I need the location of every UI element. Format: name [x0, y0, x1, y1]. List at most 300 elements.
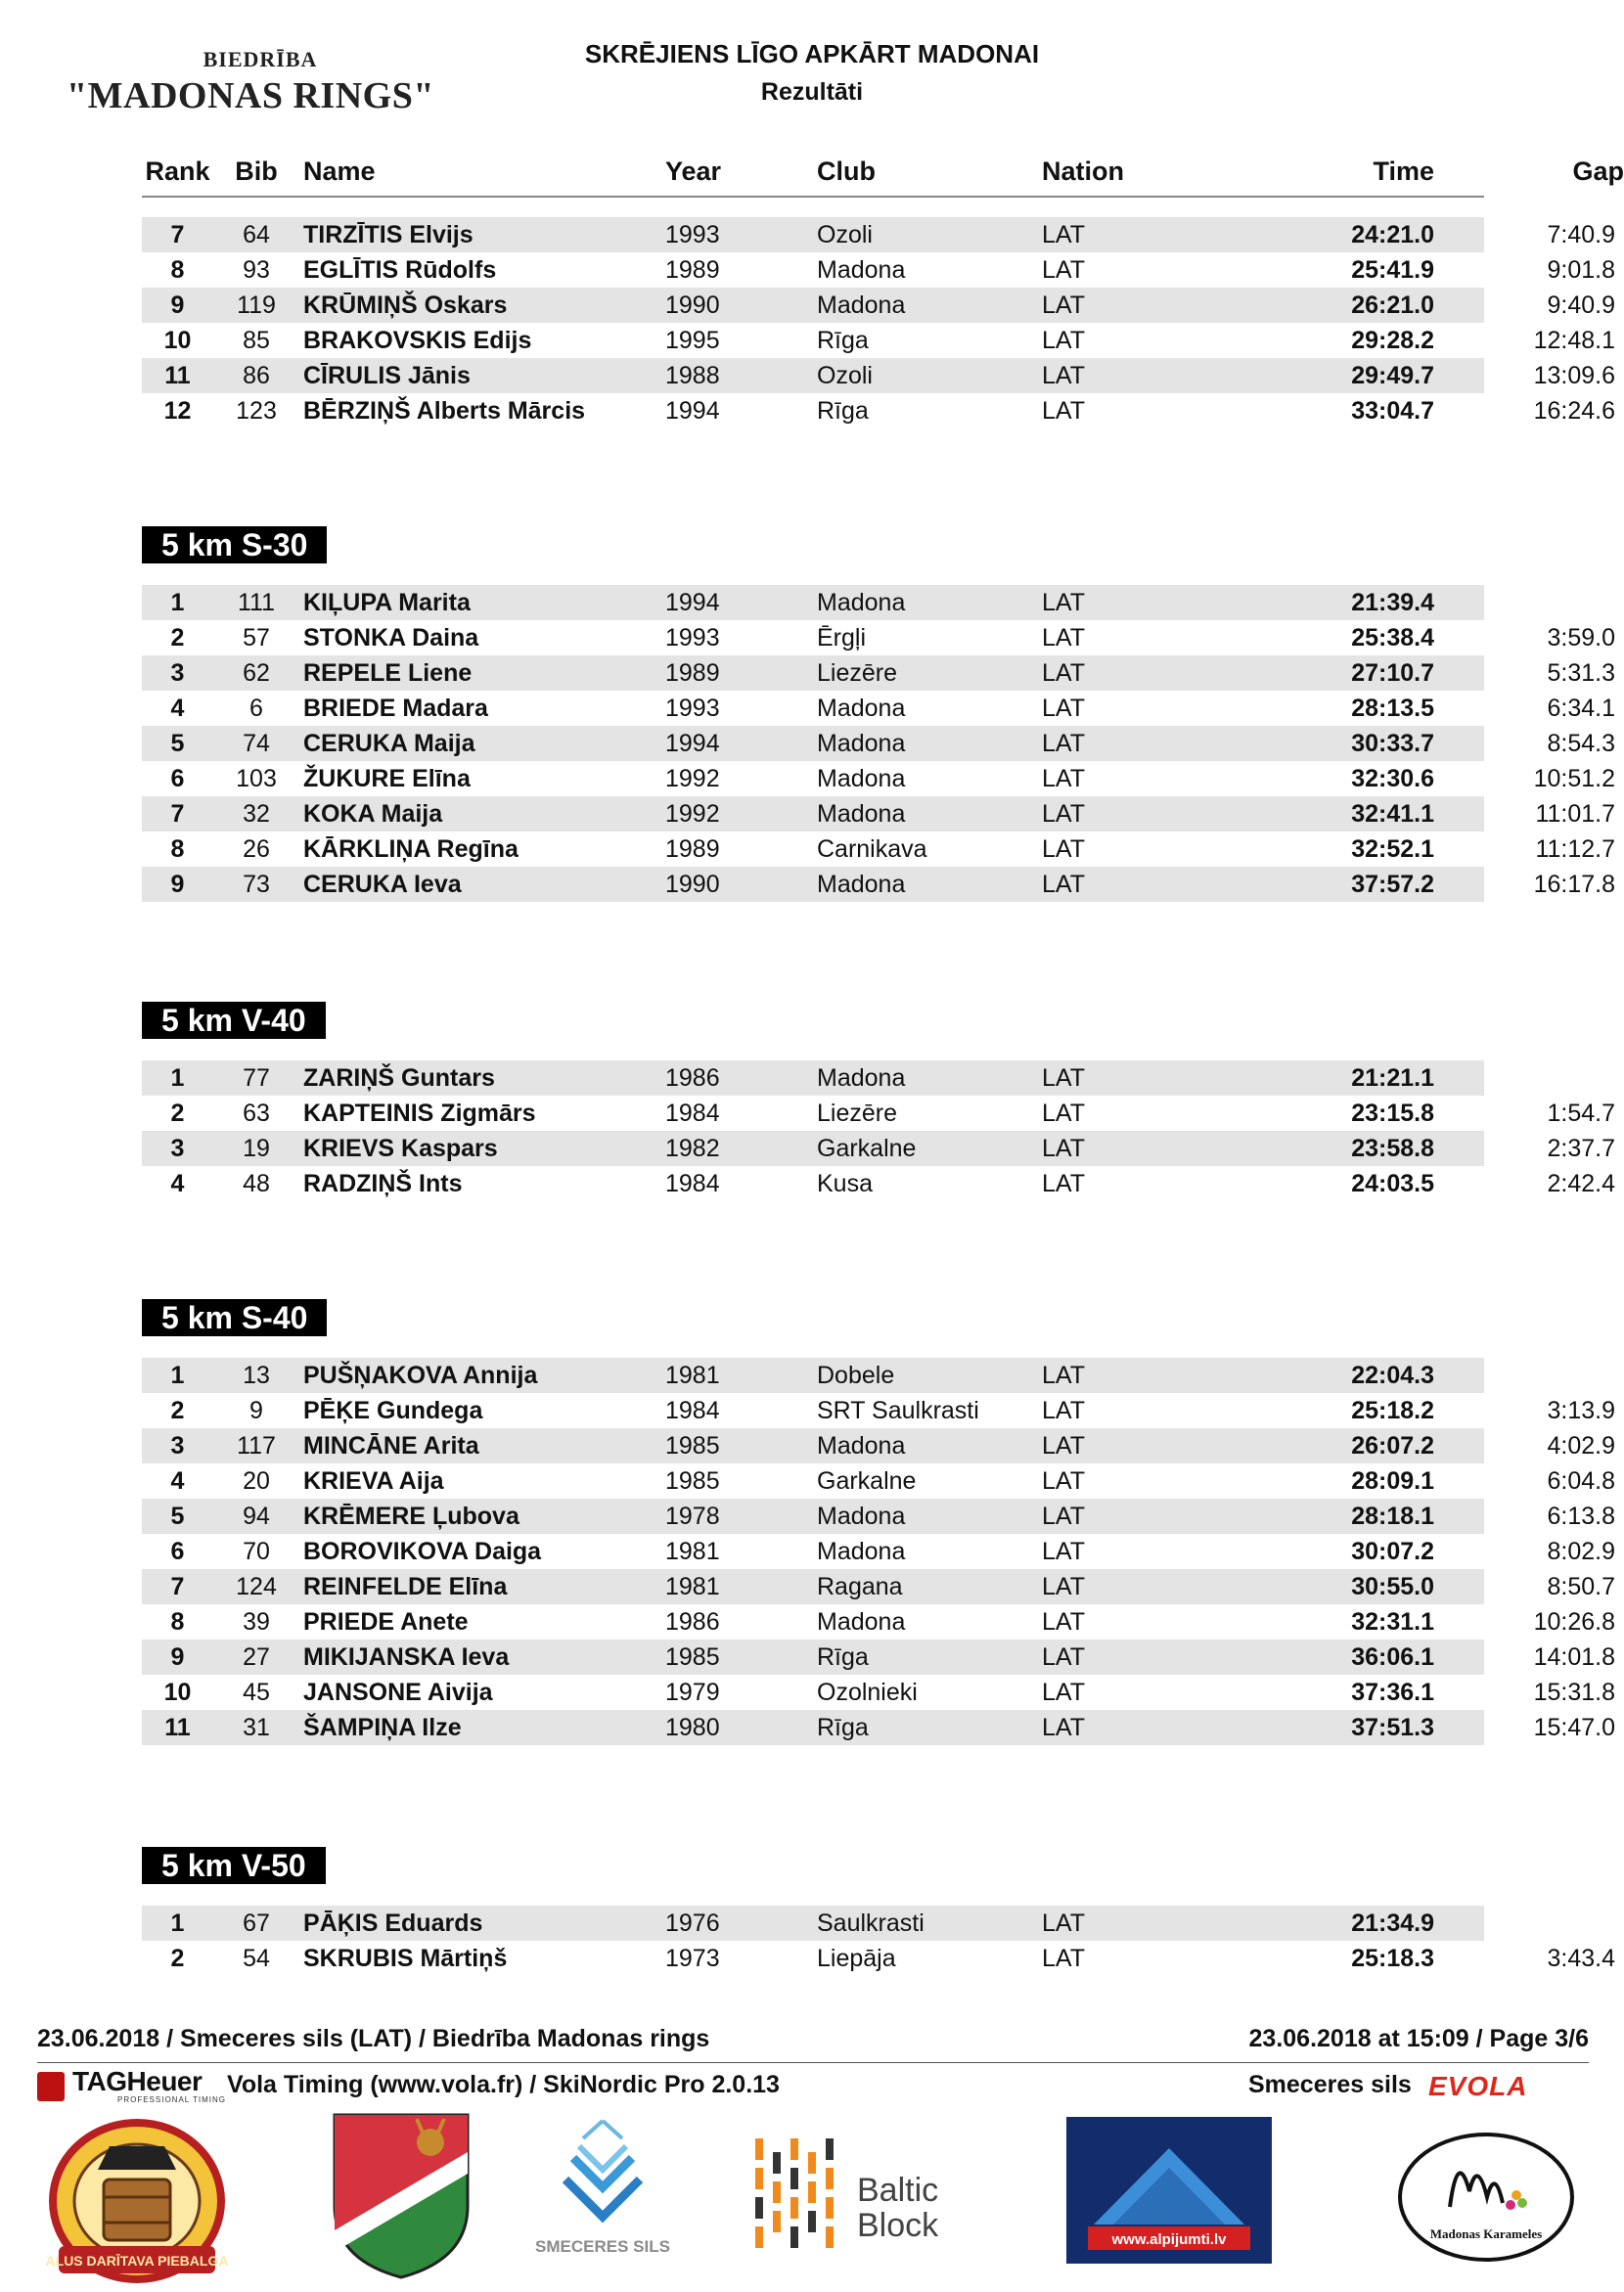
club-cell: Liepāja [817, 1945, 896, 1972]
bib-cell: 62 [243, 659, 270, 687]
athlete-name: REINFELDE Elīna [303, 1573, 508, 1600]
gap-cell: 16:17.8 [1533, 871, 1615, 898]
club-cell: Rīga [817, 1643, 869, 1671]
club-cell: Ozoli [817, 362, 873, 389]
gap-cell: 2:42.4 [1547, 1170, 1615, 1197]
result-row [142, 655, 1615, 691]
result-row [142, 1499, 1615, 1534]
col-name: Name [303, 157, 376, 186]
category-heading: 5 km V-40 [142, 1002, 326, 1039]
birth-year: 1984 [665, 1100, 720, 1127]
birth-year: 1973 [665, 1945, 720, 1972]
athlete-name: ŽUKURE Elīna [303, 765, 471, 792]
club-cell: Carnikava [817, 835, 927, 863]
gap-cell: 8:02.9 [1547, 1538, 1615, 1565]
results-table-header [142, 157, 1624, 198]
club-cell: Liezēre [817, 1100, 897, 1127]
bib-cell: 67 [243, 1910, 270, 1937]
bib-cell: 77 [243, 1064, 270, 1092]
athlete-name: JANSONE Aivija [303, 1679, 493, 1706]
club-cell: Madona [817, 800, 906, 828]
time-cell: 26:21.0 [1351, 292, 1434, 319]
athlete-name: KRŪMIŅŠ Oskars [303, 292, 508, 319]
time-cell: 23:15.8 [1351, 1100, 1434, 1127]
bib-cell: 70 [243, 1538, 270, 1565]
nation-cell: LAT [1042, 397, 1085, 425]
col-year: Year [665, 157, 722, 186]
event-subtitle: Rezultāti [760, 78, 864, 106]
bib-cell: 93 [243, 256, 270, 284]
nation-cell: LAT [1042, 1643, 1085, 1671]
footer-divider [37, 2062, 1589, 2063]
nation-cell: LAT [1042, 765, 1085, 792]
gap-cell: 7:40.9 [1547, 221, 1615, 248]
rank-cell: 4 [170, 1467, 185, 1495]
gap-cell: 9:01.8 [1547, 256, 1615, 284]
rank-cell: 7 [170, 221, 185, 248]
gap-cell: 8:54.3 [1547, 730, 1615, 757]
club-cell: Rīga [817, 1714, 869, 1741]
athlete-name: ŠAMPIŅA Ilze [303, 1714, 462, 1741]
result-row [142, 323, 1615, 358]
time-cell: 21:39.4 [1351, 589, 1434, 616]
alus-label: ALUS DARĪTAVA PIEBALGA [45, 2253, 229, 2269]
bib-cell: 31 [243, 1714, 270, 1741]
birth-year: 1989 [665, 256, 720, 284]
nation-cell: LAT [1042, 1679, 1085, 1706]
bib-cell: 39 [243, 1608, 270, 1636]
col-rank: Rank [145, 157, 210, 186]
bib-cell: 74 [243, 730, 270, 757]
club-cell: Saulkrasti [817, 1910, 925, 1937]
time-cell: 32:31.1 [1351, 1608, 1434, 1636]
birth-year: 1981 [665, 1538, 720, 1565]
result-row [142, 1710, 1615, 1745]
club-cell: Madona [817, 1503, 906, 1530]
nation-cell: LAT [1042, 659, 1085, 687]
tag-heuer-shield-icon [37, 2072, 65, 2101]
result-row [142, 1166, 1615, 1201]
birth-year: 1986 [665, 1608, 720, 1636]
result-row [142, 585, 1484, 620]
birth-year: 1989 [665, 659, 720, 687]
birth-year: 1992 [665, 800, 720, 828]
gap-cell: 2:37.7 [1547, 1135, 1615, 1162]
gap-cell: 15:47.0 [1533, 1714, 1615, 1741]
rank-cell: 4 [170, 695, 185, 722]
birth-year: 1981 [665, 1362, 720, 1389]
footer-event-info: 23.06.2018 / Smeceres sils (LAT) / Biedrība Madonas rings [37, 2025, 710, 2052]
organizer-logo [35, 47, 466, 117]
nation-cell: LAT [1042, 871, 1085, 898]
nation-cell: LAT [1042, 1064, 1085, 1092]
gap-cell: 10:51.2 [1533, 765, 1615, 792]
nation-cell: LAT [1042, 1538, 1085, 1565]
birth-year: 1985 [665, 1467, 720, 1495]
bib-cell: 19 [243, 1135, 270, 1162]
birth-year: 1994 [665, 730, 720, 757]
nation-cell: LAT [1042, 1397, 1085, 1424]
bib-cell: 32 [243, 800, 270, 828]
rank-cell: 9 [170, 871, 185, 898]
gap-cell: 11:01.7 [1535, 800, 1615, 828]
sponsor-baltic-block [753, 2133, 969, 2260]
athlete-name: KRIEVS Kaspars [303, 1135, 498, 1162]
result-row [142, 1675, 1615, 1710]
baltic-word-2: Block [857, 2207, 939, 2244]
category-heading: 5 km S-30 [142, 526, 327, 563]
club-cell: Madona [817, 589, 906, 616]
event-title: SKRĒJIENS LĪGO APKĀRT MADONAI [584, 39, 1040, 68]
birth-year: 1993 [665, 695, 720, 722]
rank-cell: 9 [170, 1643, 185, 1671]
result-row [142, 217, 1615, 252]
birth-year: 1989 [665, 835, 720, 863]
category-heading: 5 km V-50 [142, 1847, 326, 1884]
bib-cell: 45 [243, 1679, 270, 1706]
rank-cell: 5 [170, 730, 185, 757]
baltic-word-1: Baltic [857, 2172, 939, 2209]
rank-cell: 1 [170, 589, 185, 616]
footer-timing: Vola Timing (www.vola.fr) / SkiNordic Pro 2.0.13 [227, 2071, 780, 2098]
result-row [142, 867, 1615, 902]
athlete-name: SKRUBIS Mārtiņš [303, 1945, 508, 1972]
bib-cell: 63 [243, 1100, 270, 1127]
result-row [142, 796, 1615, 831]
sponsor-madonas-karameles [1393, 2129, 1579, 2266]
club-cell: Rīga [817, 327, 869, 354]
club-cell: Kusa [817, 1170, 873, 1197]
nation-cell: LAT [1042, 835, 1085, 863]
rank-cell: 8 [170, 835, 185, 863]
gap-cell: 1:54.7 [1547, 1100, 1615, 1127]
bib-cell: 94 [243, 1503, 270, 1530]
rank-cell: 7 [170, 800, 185, 828]
rank-cell: 10 [163, 1679, 192, 1706]
athlete-name: KAPTEINIS Zigmārs [303, 1100, 536, 1127]
result-row [142, 1393, 1615, 1428]
athlete-name: CĪRULIS Jānis [303, 362, 471, 389]
birth-year: 1994 [665, 397, 720, 425]
result-row [142, 1060, 1484, 1096]
time-cell: 37:51.3 [1351, 1714, 1434, 1741]
result-row [142, 1428, 1615, 1463]
time-cell: 30:55.0 [1351, 1573, 1434, 1600]
athlete-name: BĒRZIŅŠ Alberts Mārcis [303, 397, 586, 425]
nation-cell: LAT [1042, 800, 1085, 828]
time-cell: 29:49.7 [1351, 362, 1434, 389]
bib-cell: 111 [237, 589, 275, 616]
birth-year: 1995 [665, 327, 720, 354]
bib-cell: 57 [243, 624, 270, 652]
time-cell: 33:04.7 [1351, 397, 1434, 425]
sponsor-smeceres-sils [535, 2115, 670, 2281]
birth-year: 1993 [665, 624, 720, 652]
sponsor-alpijumti [1066, 2117, 1272, 2264]
nation-cell: LAT [1042, 292, 1085, 319]
club-cell: Madona [817, 695, 906, 722]
result-row [142, 1569, 1615, 1604]
bib-cell: 13 [243, 1362, 270, 1389]
club-cell: Garkalne [817, 1135, 917, 1162]
gap-cell: 8:50.7 [1547, 1573, 1615, 1600]
bib-cell: 123 [236, 397, 277, 425]
athlete-name: KRĒMERE Ļubova [303, 1503, 519, 1530]
club-cell: Madona [817, 1608, 906, 1636]
gap-cell: 10:26.8 [1533, 1608, 1615, 1636]
club-cell: Ozoli [817, 221, 873, 248]
result-row [142, 393, 1615, 428]
athlete-name: BOROVIKOVA Daiga [303, 1538, 542, 1565]
bib-cell: 48 [243, 1170, 270, 1197]
club-cell: Ozolnieki [817, 1679, 918, 1706]
bib-cell: 26 [243, 835, 270, 863]
birth-year: 1986 [665, 1064, 720, 1092]
col-nation: Nation [1042, 157, 1124, 186]
nation-cell: LAT [1042, 695, 1085, 722]
birth-year: 1990 [665, 871, 720, 898]
nation-cell: LAT [1042, 1100, 1085, 1127]
rank-cell: 2 [170, 1100, 185, 1127]
result-row [142, 1131, 1615, 1166]
vola-logo: EVOLA [1428, 2071, 1528, 2101]
athlete-name: EGLĪTIS Rūdolfs [303, 256, 497, 284]
club-cell: Madona [817, 292, 906, 319]
nation-cell: LAT [1042, 1432, 1085, 1460]
bib-cell: 124 [236, 1573, 277, 1600]
bib-cell: 6 [249, 695, 263, 722]
athlete-name: KOKA Maija [303, 800, 443, 828]
rank-cell: 6 [170, 765, 185, 792]
birth-year: 1984 [665, 1397, 720, 1424]
time-cell: 25:41.9 [1351, 256, 1434, 284]
athlete-name: MIKIJANSKA Ieva [303, 1643, 510, 1671]
gap-cell: 15:31.8 [1533, 1679, 1615, 1706]
footer-venue: Smeceres sils [1248, 2071, 1412, 2098]
time-cell: 36:06.1 [1351, 1643, 1434, 1671]
time-cell: 21:21.1 [1351, 1064, 1434, 1092]
nation-cell: LAT [1042, 1714, 1085, 1741]
athlete-name: ZARIŅŠ Guntars [303, 1064, 495, 1092]
result-row [142, 1941, 1615, 1976]
athlete-name: PĀĶIS Eduards [303, 1910, 483, 1937]
bib-cell: 85 [243, 327, 270, 354]
athlete-name: PUŠŅAKOVA Annija [303, 1362, 538, 1389]
result-row [142, 288, 1615, 323]
nation-cell: LAT [1042, 1910, 1085, 1937]
result-row [142, 252, 1615, 288]
bib-cell: 27 [243, 1643, 270, 1671]
time-cell: 25:18.2 [1351, 1397, 1434, 1424]
bib-cell: 54 [243, 1945, 270, 1972]
result-row [142, 1534, 1615, 1569]
club-cell: Rīga [817, 397, 869, 425]
athlete-name: REPELE Liene [303, 659, 473, 687]
birth-year: 1993 [665, 221, 720, 248]
nation-cell: LAT [1042, 256, 1085, 284]
time-cell: 26:07.2 [1351, 1432, 1434, 1460]
bib-cell: 103 [236, 765, 277, 792]
club-cell: Liezēre [817, 659, 897, 687]
gap-cell: 11:12.7 [1535, 835, 1615, 863]
baltic-block-icon [753, 2133, 969, 2260]
result-row [142, 1358, 1484, 1393]
col-gap: Gap [1572, 157, 1624, 186]
rank-cell: 1 [170, 1910, 185, 1937]
result-row [142, 1096, 1615, 1131]
rank-cell: 11 [164, 1714, 191, 1741]
time-cell: 32:52.1 [1351, 835, 1434, 863]
club-cell: Madona [817, 871, 906, 898]
time-cell: 37:36.1 [1351, 1679, 1434, 1706]
athlete-name: CERUKA Ieva [303, 871, 462, 898]
rank-cell: 8 [170, 256, 185, 284]
athlete-name: STONKA Daina [303, 624, 479, 652]
result-row [142, 1640, 1615, 1675]
time-cell: 32:30.6 [1351, 765, 1434, 792]
sponsor-madona-coat-of-arms [333, 2113, 470, 2279]
footer-page-info: 23.06.2018 at 15:09 / Page 3/6 [1248, 2025, 1589, 2052]
rank-cell: 5 [170, 1503, 185, 1530]
gap-cell: 9:40.9 [1547, 292, 1615, 319]
rank-cell: 10 [163, 327, 192, 354]
time-cell: 28:18.1 [1351, 1503, 1434, 1530]
karameles-logo-icon [1393, 2129, 1579, 2266]
organizer-logo-top: BIEDRĪBA [203, 47, 318, 71]
athlete-name: BRIEDE Madara [303, 695, 488, 722]
rank-cell: 2 [170, 1397, 185, 1424]
nation-cell: LAT [1042, 221, 1085, 248]
rank-cell: 6 [170, 1538, 185, 1565]
athlete-name: KIĻUPA Marita [303, 589, 471, 616]
club-cell: Garkalne [817, 1467, 917, 1495]
athlete-name: PRIEDE Anete [303, 1608, 469, 1636]
result-row [142, 761, 1615, 796]
nation-cell: LAT [1042, 730, 1085, 757]
result-row [142, 726, 1615, 761]
time-cell: 28:09.1 [1351, 1467, 1434, 1495]
athlete-name: TIRZĪTIS Elvijs [303, 221, 474, 248]
bib-cell: 73 [243, 871, 270, 898]
gap-cell: 4:02.9 [1547, 1432, 1615, 1460]
gap-cell: 6:13.8 [1547, 1503, 1615, 1530]
category-heading: 5 km S-40 [142, 1299, 327, 1336]
athlete-name: CERUKA Maija [303, 730, 475, 757]
col-bib: Bib [235, 157, 278, 186]
nation-cell: LAT [1042, 362, 1085, 389]
rank-cell: 9 [170, 292, 185, 319]
alpijumti-label: www.alpijumti.lv [1111, 2231, 1227, 2248]
bib-cell: 117 [237, 1432, 276, 1460]
nation-cell: LAT [1042, 1362, 1085, 1389]
birth-year: 1980 [665, 1714, 720, 1741]
col-club: Club [817, 157, 876, 186]
rank-cell: 2 [170, 1945, 185, 1972]
roof-logo-icon [1066, 2117, 1272, 2264]
birth-year: 1976 [665, 1910, 720, 1937]
nation-cell: LAT [1042, 624, 1085, 652]
athlete-name: KĀRKLIŅA Regīna [303, 835, 519, 863]
result-row [142, 1463, 1615, 1499]
time-cell: 30:33.7 [1351, 730, 1434, 757]
gap-cell: 3:59.0 [1547, 624, 1615, 652]
result-row [142, 620, 1615, 655]
smeceres-label: SMECERES SILS [535, 2237, 670, 2256]
time-cell: 32:41.1 [1351, 800, 1434, 828]
time-cell: 21:34.9 [1351, 1910, 1434, 1937]
birth-year: 1985 [665, 1643, 720, 1671]
rank-cell: 3 [170, 659, 185, 687]
time-cell: 24:03.5 [1351, 1170, 1434, 1197]
gap-cell: 3:43.4 [1547, 1945, 1615, 1972]
club-cell: Madona [817, 1538, 906, 1565]
birth-year: 1981 [665, 1573, 720, 1600]
time-cell: 30:07.2 [1351, 1538, 1434, 1565]
rank-cell: 8 [170, 1608, 185, 1636]
rank-cell: 1 [170, 1362, 185, 1389]
result-row [142, 358, 1615, 393]
athlete-name: MINCĀNE Arita [303, 1432, 479, 1460]
club-cell: Madona [817, 256, 906, 284]
time-cell: 28:13.5 [1351, 695, 1434, 722]
organizer-logo-main: "MADONAS RINGS" [67, 75, 434, 116]
club-cell: Dobele [817, 1362, 895, 1389]
sponsor-alus-darītava [39, 2111, 235, 2287]
gap-cell: 6:34.1 [1547, 695, 1615, 722]
rank-cell: 11 [164, 362, 191, 389]
result-row [142, 1604, 1615, 1640]
birth-year: 1992 [665, 765, 720, 792]
gap-cell: 16:24.6 [1533, 397, 1615, 425]
nation-cell: LAT [1042, 327, 1085, 354]
rank-cell: 7 [170, 1573, 185, 1600]
time-cell: 23:58.8 [1351, 1135, 1434, 1162]
gap-cell: 3:13.9 [1547, 1397, 1615, 1424]
nation-cell: LAT [1042, 1945, 1085, 1972]
club-cell: SRT Saulkrasti [817, 1397, 979, 1424]
birth-year: 1979 [665, 1679, 720, 1706]
result-row [142, 1906, 1484, 1941]
rank-cell: 12 [163, 397, 192, 425]
club-cell: Madona [817, 1432, 906, 1460]
beer-barrel-icon [39, 2111, 235, 2287]
tag-heuer-logo: TAGHeuer [72, 2066, 203, 2096]
gap-cell: 13:09.6 [1533, 362, 1615, 389]
athlete-name: PĒĶE Gundega [303, 1397, 483, 1424]
bib-cell: 64 [243, 221, 270, 248]
nation-cell: LAT [1042, 1573, 1085, 1600]
coat-of-arms-icon [333, 2113, 470, 2279]
nation-cell: LAT [1042, 1467, 1085, 1495]
birth-year: 1984 [665, 1170, 720, 1197]
birth-year: 1988 [665, 362, 720, 389]
club-cell: Madona [817, 765, 906, 792]
club-cell: Madona [817, 730, 906, 757]
bib-cell: 86 [243, 362, 270, 389]
bib-cell: 9 [249, 1397, 263, 1424]
time-cell: 22:04.3 [1351, 1362, 1434, 1389]
time-cell: 25:18.3 [1351, 1945, 1434, 1972]
gap-cell: 5:31.3 [1547, 659, 1615, 687]
birth-year: 1990 [665, 292, 720, 319]
pine-tree-icon [535, 2115, 670, 2281]
time-cell: 24:21.0 [1351, 221, 1434, 248]
tag-heuer-tagline: PROFESSIONAL TIMING [117, 2095, 227, 2104]
time-cell: 37:57.2 [1351, 871, 1434, 898]
time-cell: 27:10.7 [1351, 659, 1434, 687]
birth-year: 1985 [665, 1432, 720, 1460]
rank-cell: 2 [170, 624, 185, 652]
